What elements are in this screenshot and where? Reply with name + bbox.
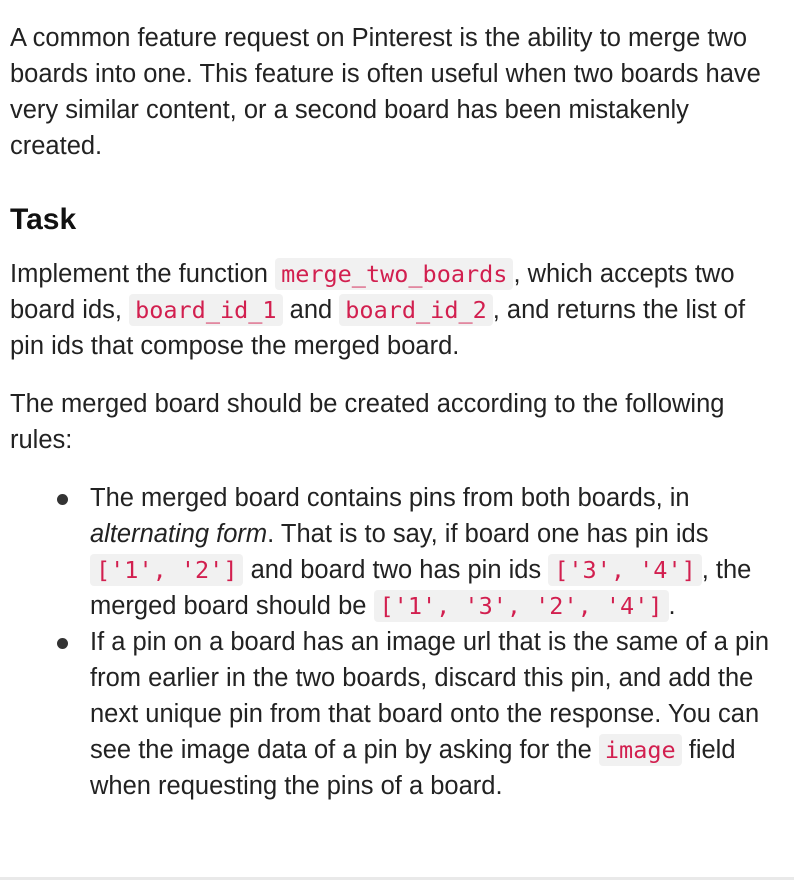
rules-list [10,480,780,804]
board-id-2-code: board_id_2 [339,294,492,326]
function-name-code: merge_two_boards [275,258,513,290]
task-text-3: and [282,296,340,324]
rule-1-text-1: The merged board contains pins from both boards, in [90,484,690,512]
example-board-two-code: ['3', '4'] [548,554,701,586]
task-text-2: , which accepts two board ids, [10,260,735,324]
rule-2-text-1: If a pin on a board has an image url that is the same of a pin from earlier in the two boards, discard this pin, and add the next unique pin from that board onto the response. You can see the image data of a pin by asking for the [90,628,769,764]
rule-1-emphasis: alternating form [90,520,268,548]
example-merged-code: ['1', '3', '2', '4'] [374,590,669,622]
rule-2-text-2: field when requesting the pins of a board. [90,736,736,800]
task-text-1: Implement the function [10,260,276,288]
rules-intro-paragraph: The merged board should be created according to the following rules: [10,390,725,454]
bullet-icon [57,494,68,505]
rule-item-duplicates [90,624,780,804]
rule-1-text-4: , the merged board should be [90,556,752,620]
intro-paragraph: A common feature request on Pinterest is the ability to merge two boards into one. This feature is often useful when two boards have very similar content, or a second board has been mistakenly created. [10,24,761,160]
task-paragraph [10,256,780,364]
rule-item-alternating [90,480,780,624]
document-body [10,20,780,804]
rule-1-text-2: . That is to say, if board one has pin ids [267,520,709,548]
image-field-code: image [599,734,682,766]
board-id-1-code: board_id_1 [129,294,282,326]
task-text-4: , and returns the list of pin ids that compose the merged board. [10,296,746,360]
rule-1-text-5: . [668,592,676,620]
bullet-icon [57,638,68,649]
example-board-one-code: ['1', '2'] [90,554,243,586]
rule-1-text-3: and board two has pin ids [243,556,549,584]
task-heading: Task [10,203,77,236]
